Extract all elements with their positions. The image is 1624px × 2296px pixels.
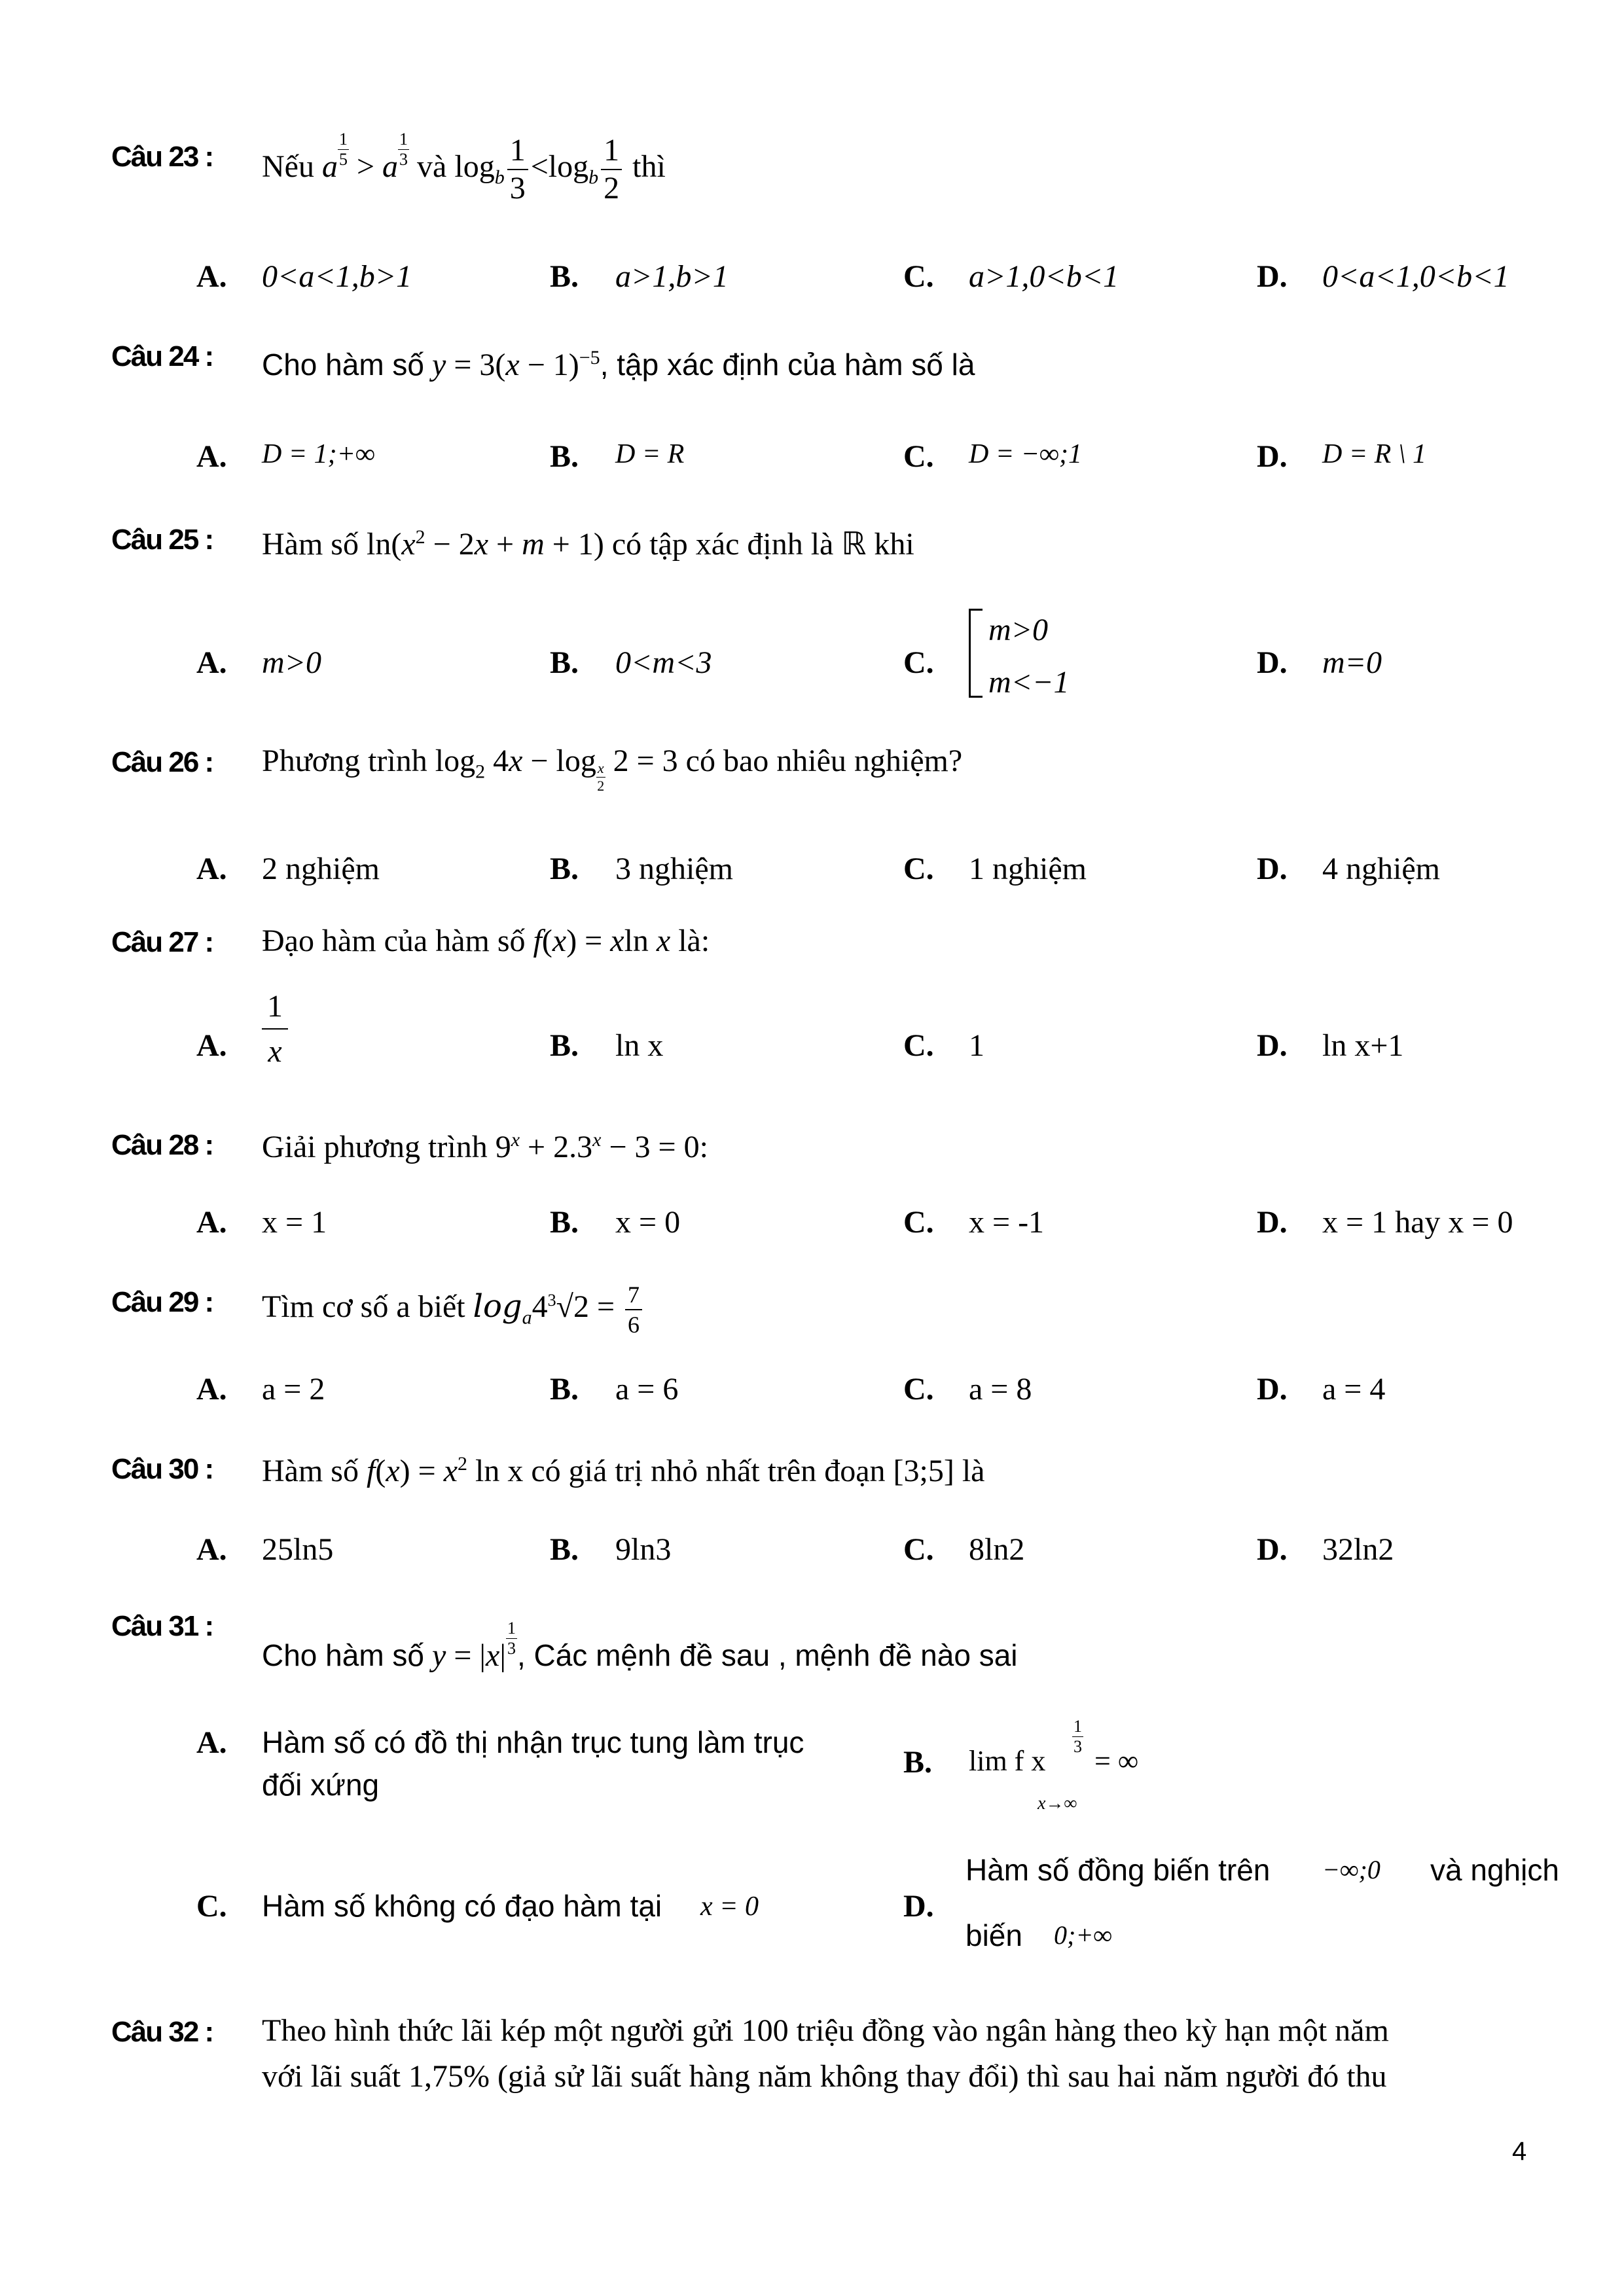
question-label: Câu 24 :	[111, 340, 213, 372]
question-label: Câu 25 :	[111, 524, 213, 556]
question-text: Hàm số $\ln(x^2 - 2x + m + 1)$ có tập xác định là ℝ khi	[262, 526, 914, 562]
question-label: Câu 26 :	[111, 746, 213, 778]
question-text: Hàm số $f(x) = x^2$ ln x có giá trị nhỏ nhất trên đoạn [3;5] là	[262, 1453, 985, 1488]
question-label: Câu 29 :	[111, 1286, 213, 1318]
question-label: Câu 23 :	[111, 141, 213, 173]
question-text-line-2: với lãi suất 1,75% (giả sử lãi suất hàng năm không thay đổi) thì sau hai năm người đó thu	[262, 2059, 1387, 2094]
question-label: Câu 32 :	[111, 2016, 213, 2048]
question-label: Câu 28 :	[111, 1129, 213, 1161]
fraction-1-over-x: 1 x	[262, 988, 288, 1069]
question-text: Phương trình $\log_2 4x - \log$ $\frac{x}{2}$ 2 = 3 có bao nhiêu nghiệm?	[262, 744, 963, 794]
question-text: Cho hàm số y = |x| $\frac{1}{3}$ , Các mệnh đề sau , mệnh đề nào sai	[262, 1619, 1018, 1673]
question-text: Giải phương trình $9^x + 2.3^x - 3 = 0$:	[262, 1129, 708, 1164]
question-label: Câu 31 :	[111, 1610, 213, 1642]
question-text: Cho hàm số $y = 3(x - 1)^{-5}$, tập xác định của hàm số là	[262, 347, 975, 382]
bracket	[969, 609, 983, 698]
question-text: Tìm cơ số a biết $\log_a4^3√2$ = $\frac{7}{6}$	[262, 1283, 645, 1336]
question-text-line-1: Theo hình thức lãi kép một người gửi 100 triệu đồng vào ngân hàng theo kỳ hạn một năm	[262, 2013, 1389, 2048]
question-text: Đạo hàm của hàm số f(x) = xln x là:	[262, 924, 710, 958]
question-text: Nếu a $\frac{1}{5}$ > a $\frac{1}{3}$ và $\log_b$ $\frac{1}{3}$ $<\log_b$ $\frac{1}{2}$ thì	[262, 130, 666, 206]
question-label: Câu 30 :	[111, 1453, 213, 1485]
question-label: Câu 27 :	[111, 926, 213, 958]
page-number: 4	[1512, 2137, 1527, 2166]
